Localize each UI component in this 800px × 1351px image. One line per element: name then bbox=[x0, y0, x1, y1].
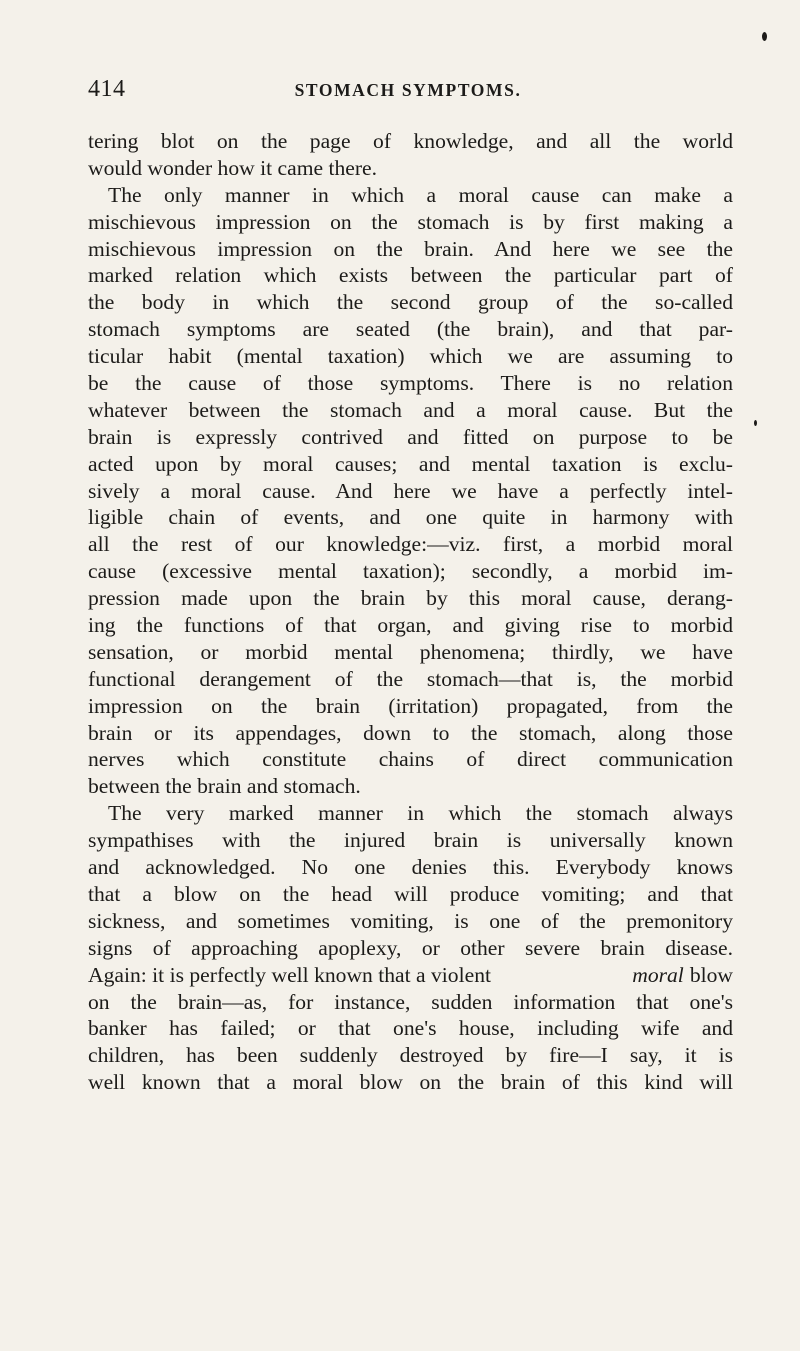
text-line: well known that a moral blow on the brain of this kind will bbox=[88, 1070, 733, 1095]
running-title: STOMACH SYMPTOMS. bbox=[294, 80, 522, 100]
text-line: would wonder how it came there. bbox=[88, 155, 378, 180]
text-line: Again: it is perfectly well known that a violent moral blow bbox=[88, 962, 733, 987]
text-line: marked relation which exists between the particular part of bbox=[88, 263, 733, 288]
text-line: between the brain and stomach. bbox=[88, 774, 361, 799]
text-line: be the cause of those symptoms. There is no relation bbox=[88, 371, 733, 396]
page-header bbox=[88, 76, 728, 110]
text-line: the body in which the second group of the so-called bbox=[88, 290, 733, 315]
text-line: ticular habit (mental taxation) which we are assuming to bbox=[88, 344, 733, 369]
body-text bbox=[88, 128, 733, 1096]
text-line: whatever between the stomach and a moral cause. But the bbox=[88, 397, 733, 422]
text-line: mischievous impression on the stomach is by first making a bbox=[88, 209, 733, 234]
text-line: nerves which constitute chains of direct communication bbox=[88, 747, 733, 772]
print-speck bbox=[754, 420, 757, 426]
text-line: sively a moral cause. And here we have a perfectly intel- bbox=[88, 478, 733, 503]
text-line: children, has been suddenly destroyed by fire—I say, it is bbox=[88, 1043, 733, 1068]
italic-word: moral bbox=[632, 962, 684, 987]
print-speck bbox=[762, 32, 767, 41]
text-line: ligible chain of events, and one quite in harmony with bbox=[88, 505, 733, 530]
text-line: impression on the brain (irritation) propagated, from the bbox=[88, 693, 733, 718]
text-line: sickness, and sometimes vomiting, is one of the premonitory bbox=[88, 908, 733, 933]
text-line: sympathises with the injured brain is universally known bbox=[88, 828, 733, 853]
text-line: acted upon by moral causes; and mental taxation is exclu- bbox=[88, 451, 733, 476]
text-line: signs of approaching apoplexy, or other severe brain disease. bbox=[88, 935, 733, 960]
text-line: mischievous impression on the brain. And here we see the bbox=[88, 236, 733, 261]
text-line: cause (excessive mental taxation); secondly, a morbid im- bbox=[88, 559, 733, 584]
text-line: tering blot on the page of knowledge, and all the world bbox=[88, 129, 733, 153]
text-line: on the brain—as, for instance, sudden information that one's bbox=[88, 989, 733, 1014]
text-line: stomach symptoms are seated (the brain), and that par- bbox=[88, 317, 733, 342]
text-line: The only manner in which a moral cause can make a bbox=[108, 182, 733, 207]
text-line: sensation, or morbid mental phenomena; thirdly, we have bbox=[88, 639, 733, 664]
text-line: pression made upon the brain by this moral cause, derang- bbox=[88, 586, 733, 611]
text-line: all the rest of our knowledge:—viz. first, a morbid moral bbox=[88, 532, 733, 557]
text-line: that a blow on the head will produce vomiting; and that bbox=[88, 881, 733, 906]
text-line: The very marked manner in which the stomach always bbox=[108, 801, 733, 826]
text-line: ing the functions of that organ, and giving rise to morbid bbox=[88, 613, 733, 638]
text-line: functional derangement of the stomach—that is, the morbid bbox=[88, 666, 733, 691]
text-line: brain is expressly contrived and fitted on purpose to be bbox=[88, 424, 733, 449]
text-line: brain or its appendages, down to the stomach, along those bbox=[88, 720, 733, 745]
text-line: and acknowledged. No one denies this. Everybody knows bbox=[88, 855, 733, 880]
text-line: banker has failed; or that one's house, including wife and bbox=[88, 1016, 733, 1041]
page-number: 414 bbox=[88, 76, 126, 102]
